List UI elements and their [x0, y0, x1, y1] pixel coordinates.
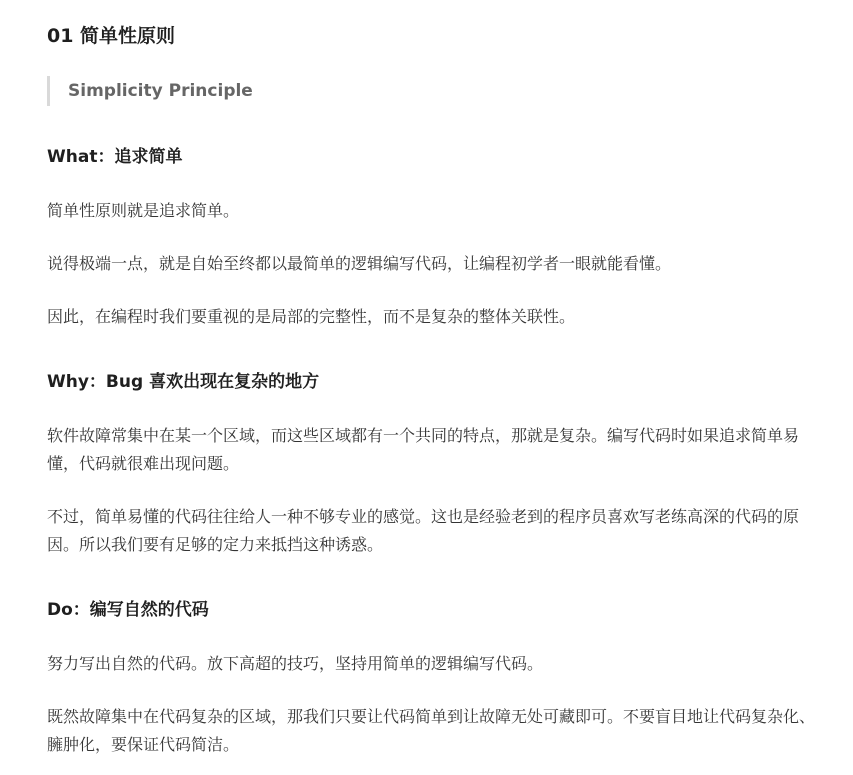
heading-do: Do：编写自然的代码: [47, 600, 209, 620]
paragraph: 因此，在编程时我们要重视的是局部的完整性，而不是复杂的整体关联性。: [47, 307, 576, 326]
paragraph: 简单性原则就是追求简单。: [47, 201, 240, 220]
heading-what: What：追求简单: [47, 147, 183, 167]
paragraph: 不过，简单易懂的代码往往给人一种不够专业的感觉。这也是经验老到的程序员喜欢写老练高深的代码的原因。所以我们要有足够的定力来抵挡这种诱惑。: [47, 507, 800, 554]
paragraph: 软件故障常集中在某一个区域，而这些区域都有一个共同的特点，那就是复杂。编写代码时如果追求简单易懂，代码就很难出现问题。: [47, 426, 800, 473]
paragraph: 努力写出自然的代码。放下高超的技巧，坚持用简单的逻辑编写代码。: [47, 654, 544, 673]
article: [47, 22, 817, 759]
paragraph: 既然故障集中在代码复杂的区域，那我们只要让代码简单到让故障无处可藏即可。不要盲目地让代码复杂化、臃肿化，要保证代码简洁。: [47, 707, 816, 754]
subtitle-quote: Simplicity Principle: [47, 76, 817, 106]
paragraph: 说得极端一点，就是自始至终都以最简单的逻辑编写代码，让编程初学者一眼就能看懂。: [47, 254, 672, 273]
section-title: 01 简单性原则: [47, 25, 176, 47]
heading-why: Why：Bug 喜欢出现在复杂的地方: [47, 372, 320, 392]
